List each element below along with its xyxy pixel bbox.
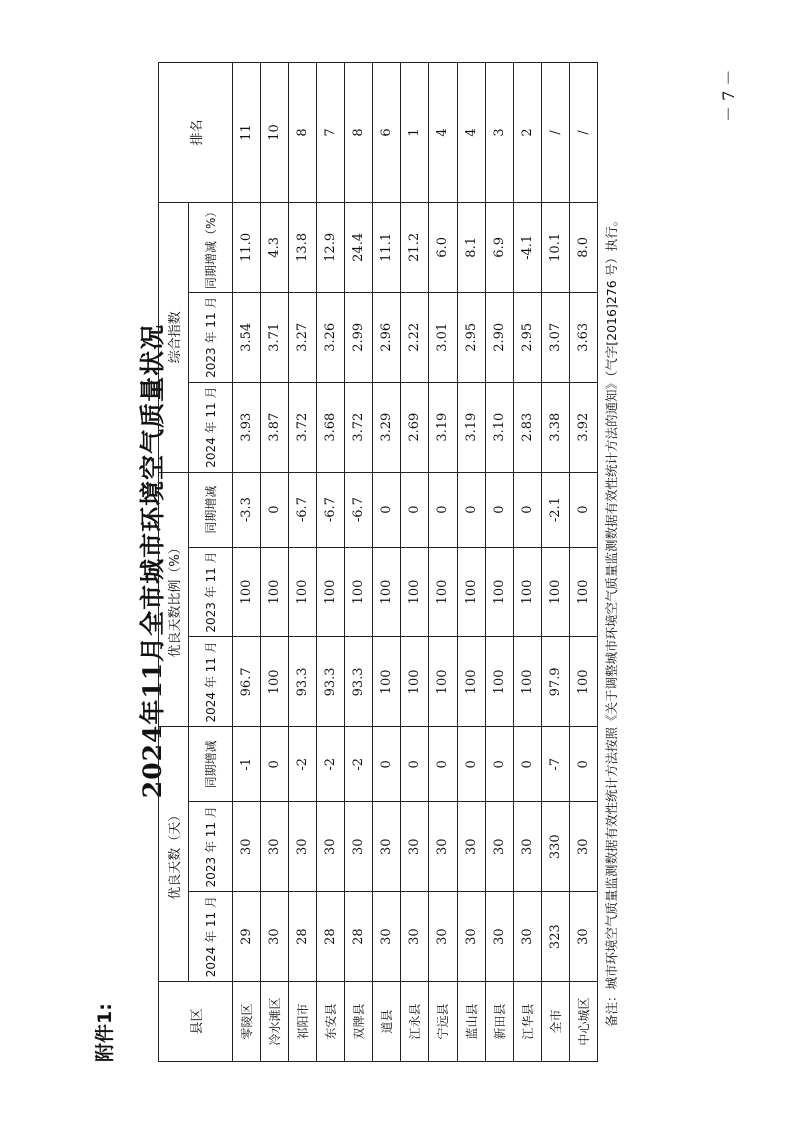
cell-ixc: 13.8 bbox=[289, 202, 317, 292]
cell-rank: 1 bbox=[401, 63, 429, 203]
cell-gr24: 100 bbox=[569, 637, 597, 727]
cell-gdc: 0 bbox=[569, 727, 597, 802]
cell-name: 祁阳市 bbox=[289, 982, 317, 1062]
cell-name: 冷水滩区 bbox=[261, 982, 289, 1062]
cell-gd23: 30 bbox=[401, 802, 429, 892]
cell-ixc: 8.0 bbox=[569, 202, 597, 292]
header-rank: 排名 bbox=[159, 63, 233, 203]
cell-gr23: 100 bbox=[569, 547, 597, 637]
cell-ix24: 3.87 bbox=[261, 382, 289, 472]
cell-ixc: 21.2 bbox=[401, 202, 429, 292]
cell-gdc: 0 bbox=[485, 727, 513, 802]
cell-gr24: 100 bbox=[485, 637, 513, 727]
cell-grc: 0 bbox=[429, 472, 457, 547]
cell-grc: 0 bbox=[373, 472, 401, 547]
header-index: 综合指数 bbox=[159, 202, 189, 472]
cell-rank: 10 bbox=[261, 63, 289, 203]
cell-grc: -6.7 bbox=[289, 472, 317, 547]
cell-ix23: 2.96 bbox=[373, 292, 401, 382]
cell-rank: 8 bbox=[289, 63, 317, 203]
cell-gdc: -7 bbox=[541, 727, 569, 802]
cell-gr24: 93.3 bbox=[289, 637, 317, 727]
cell-ix24: 3.19 bbox=[429, 382, 457, 472]
cell-gr23: 100 bbox=[373, 547, 401, 637]
cell-gdc: 0 bbox=[261, 727, 289, 802]
cell-ix23: 2.22 bbox=[401, 292, 429, 382]
table-row bbox=[429, 63, 457, 1062]
cell-name: 道县 bbox=[373, 982, 401, 1062]
cell-ixc: 4.3 bbox=[261, 202, 289, 292]
cell-ix24: 3.72 bbox=[289, 382, 317, 472]
cell-grc: -3.3 bbox=[233, 472, 261, 547]
header-row-2 bbox=[189, 63, 233, 1062]
cell-rank: 11 bbox=[233, 63, 261, 203]
cell-gd24: 30 bbox=[261, 892, 289, 982]
cell-gdc: 0 bbox=[457, 727, 485, 802]
cell-gd23: 30 bbox=[457, 802, 485, 892]
header-gr-2023: 2023 年 11 月 bbox=[189, 547, 233, 637]
table-row bbox=[261, 63, 289, 1062]
cell-gr24: 97.9 bbox=[541, 637, 569, 727]
cell-grc: 0 bbox=[401, 472, 429, 547]
table-row bbox=[401, 63, 429, 1062]
cell-ixc: 12.9 bbox=[317, 202, 345, 292]
cell-gd23: 330 bbox=[541, 802, 569, 892]
cell-gd24: 30 bbox=[429, 892, 457, 982]
cell-ix24: 3.93 bbox=[233, 382, 261, 472]
cell-gd23: 30 bbox=[317, 802, 345, 892]
cell-gd23: 30 bbox=[261, 802, 289, 892]
cell-name: 中心城区 bbox=[569, 982, 597, 1062]
table-body bbox=[233, 63, 598, 1062]
cell-grc: -6.7 bbox=[317, 472, 345, 547]
cell-ix24: 3.72 bbox=[345, 382, 373, 472]
cell-name: 宁远县 bbox=[429, 982, 457, 1062]
cell-gd24: 29 bbox=[233, 892, 261, 982]
header-gd-yoy: 同期增减 bbox=[189, 727, 233, 802]
cell-ix23: 2.90 bbox=[485, 292, 513, 382]
cell-rank: 8 bbox=[345, 63, 373, 203]
cell-gdc: 0 bbox=[401, 727, 429, 802]
cell-gr23: 100 bbox=[457, 547, 485, 637]
table-row bbox=[289, 63, 317, 1062]
cell-rank: 2 bbox=[513, 63, 541, 203]
table-row bbox=[569, 63, 597, 1062]
header-ix-2023: 2023 年 11 月 bbox=[189, 292, 233, 382]
cell-gr24: 93.3 bbox=[317, 637, 345, 727]
cell-grc: 0 bbox=[261, 472, 289, 547]
cell-gd24: 30 bbox=[513, 892, 541, 982]
cell-ix23: 3.54 bbox=[233, 292, 261, 382]
cell-ix24: 3.68 bbox=[317, 382, 345, 472]
cell-gdc: 0 bbox=[429, 727, 457, 802]
cell-gd23: 30 bbox=[373, 802, 401, 892]
cell-gd23: 30 bbox=[513, 802, 541, 892]
cell-gd24: 323 bbox=[541, 892, 569, 982]
cell-ixc: 11.1 bbox=[373, 202, 401, 292]
cell-ix23: 3.07 bbox=[541, 292, 569, 382]
cell-rank: 3 bbox=[485, 63, 513, 203]
cell-gdc: 0 bbox=[513, 727, 541, 802]
table-row bbox=[457, 63, 485, 1062]
cell-gr23: 100 bbox=[401, 547, 429, 637]
cell-rank: 6 bbox=[373, 63, 401, 203]
cell-gd23: 30 bbox=[233, 802, 261, 892]
cell-gdc: -1 bbox=[233, 727, 261, 802]
cell-gr24: 100 bbox=[457, 637, 485, 727]
cell-gr23: 100 bbox=[429, 547, 457, 637]
header-gd-2024: 2024 年 11 月 bbox=[189, 892, 233, 982]
header-good-ratio: 优良天数比例（%） bbox=[159, 472, 189, 727]
cell-gd24: 30 bbox=[401, 892, 429, 982]
cell-grc: 0 bbox=[485, 472, 513, 547]
table-row bbox=[317, 63, 345, 1062]
cell-name: 零陵区 bbox=[233, 982, 261, 1062]
page-title: 2024年11月全市城市环境空气质量状况 bbox=[138, 323, 167, 799]
cell-gd23: 30 bbox=[345, 802, 373, 892]
cell-ixc: 11.0 bbox=[233, 202, 261, 292]
cell-gd24: 30 bbox=[373, 892, 401, 982]
cell-name: 江华县 bbox=[513, 982, 541, 1062]
table-row bbox=[541, 63, 569, 1062]
cell-name: 江永县 bbox=[401, 982, 429, 1062]
cell-gr23: 100 bbox=[317, 547, 345, 637]
cell-gr24: 100 bbox=[373, 637, 401, 727]
cell-gr23: 100 bbox=[541, 547, 569, 637]
cell-rank: 7 bbox=[317, 63, 345, 203]
cell-ix24: 2.69 bbox=[401, 382, 429, 472]
table-row bbox=[485, 63, 513, 1062]
table-row bbox=[345, 63, 373, 1062]
cell-gr24: 93.3 bbox=[345, 637, 373, 727]
cell-rank: / bbox=[569, 63, 597, 203]
cell-gdc: 0 bbox=[373, 727, 401, 802]
cell-rank: 4 bbox=[457, 63, 485, 203]
cell-ix23: 3.27 bbox=[289, 292, 317, 382]
cell-grc: 0 bbox=[569, 472, 597, 547]
cell-ix23: 2.95 bbox=[513, 292, 541, 382]
air-quality-table bbox=[158, 62, 598, 1062]
footnote: 备注：城市环境空气质量监测数据有效性统计方法按照《关于调整城市环境空气质量监测数据有效性统计方法的通知》（气字[2016]276 号）执行。 bbox=[604, 213, 619, 1027]
cell-gr23: 100 bbox=[485, 547, 513, 637]
cell-rank: 4 bbox=[429, 63, 457, 203]
cell-gd24: 28 bbox=[317, 892, 345, 982]
cell-ix23: 3.71 bbox=[261, 292, 289, 382]
cell-name: 全市 bbox=[541, 982, 569, 1062]
cell-ix23: 3.26 bbox=[317, 292, 345, 382]
cell-name: 新田县 bbox=[485, 982, 513, 1062]
header-row-1 bbox=[159, 63, 189, 1062]
cell-gr24: 100 bbox=[513, 637, 541, 727]
table-row bbox=[513, 63, 541, 1062]
cell-gr23: 100 bbox=[513, 547, 541, 637]
cell-gdc: -2 bbox=[289, 727, 317, 802]
header-good-days: 优良天数（天） bbox=[159, 727, 189, 982]
cell-ixc: 6.9 bbox=[485, 202, 513, 292]
cell-grc: 0 bbox=[513, 472, 541, 547]
header-ix-yoy: 同期增减（%） bbox=[189, 202, 233, 292]
cell-ixc: 24.4 bbox=[345, 202, 373, 292]
cell-gd24: 30 bbox=[569, 892, 597, 982]
table-row bbox=[373, 63, 401, 1062]
cell-gdc: -2 bbox=[345, 727, 373, 802]
header-gd-2023: 2023 年 11 月 bbox=[189, 802, 233, 892]
cell-ixc: 8.1 bbox=[457, 202, 485, 292]
cell-grc: -6.7 bbox=[345, 472, 373, 547]
cell-gd23: 30 bbox=[485, 802, 513, 892]
cell-ix23: 3.63 bbox=[569, 292, 597, 382]
cell-rank: / bbox=[541, 63, 569, 203]
attachment-label: 附件1: bbox=[94, 1003, 116, 1062]
header-gr-2024: 2024 年 11 月 bbox=[189, 637, 233, 727]
cell-gd24: 28 bbox=[345, 892, 373, 982]
cell-name: 蓝山县 bbox=[457, 982, 485, 1062]
header-county: 县区 bbox=[159, 982, 233, 1062]
cell-grc: -2.1 bbox=[541, 472, 569, 547]
cell-gd23: 30 bbox=[429, 802, 457, 892]
cell-ix23: 2.95 bbox=[457, 292, 485, 382]
cell-grc: 0 bbox=[457, 472, 485, 547]
cell-gr24: 96.7 bbox=[233, 637, 261, 727]
cell-name: 东安县 bbox=[317, 982, 345, 1062]
cell-ix24: 2.83 bbox=[513, 382, 541, 472]
cell-ixc: 6.0 bbox=[429, 202, 457, 292]
cell-ix23: 3.01 bbox=[429, 292, 457, 382]
cell-gr24: 100 bbox=[429, 637, 457, 727]
cell-ix24: 3.29 bbox=[373, 382, 401, 472]
cell-gd24: 30 bbox=[485, 892, 513, 982]
cell-ixc: -4.1 bbox=[513, 202, 541, 292]
cell-gr23: 100 bbox=[233, 547, 261, 637]
cell-gd24: 30 bbox=[457, 892, 485, 982]
cell-name: 双牌县 bbox=[345, 982, 373, 1062]
cell-ix24: 3.38 bbox=[541, 382, 569, 472]
cell-gr24: 100 bbox=[261, 637, 289, 727]
cell-gd23: 30 bbox=[569, 802, 597, 892]
cell-ix24: 3.19 bbox=[457, 382, 485, 472]
cell-gdc: -2 bbox=[317, 727, 345, 802]
page-number: － 7 － bbox=[719, 69, 738, 122]
cell-ixc: 10.1 bbox=[541, 202, 569, 292]
cell-ix24: 3.92 bbox=[569, 382, 597, 472]
cell-gd23: 30 bbox=[289, 802, 317, 892]
cell-gd24: 28 bbox=[289, 892, 317, 982]
cell-ix24: 3.10 bbox=[485, 382, 513, 472]
cell-gr23: 100 bbox=[261, 547, 289, 637]
cell-gr23: 100 bbox=[289, 547, 317, 637]
cell-gr24: 100 bbox=[401, 637, 429, 727]
header-ix-2024: 2024 年 11 月 bbox=[189, 382, 233, 472]
header-gr-yoy: 同期增减 bbox=[189, 472, 233, 547]
cell-ix23: 2.99 bbox=[345, 292, 373, 382]
cell-gr23: 100 bbox=[345, 547, 373, 637]
table-row bbox=[233, 63, 261, 1062]
